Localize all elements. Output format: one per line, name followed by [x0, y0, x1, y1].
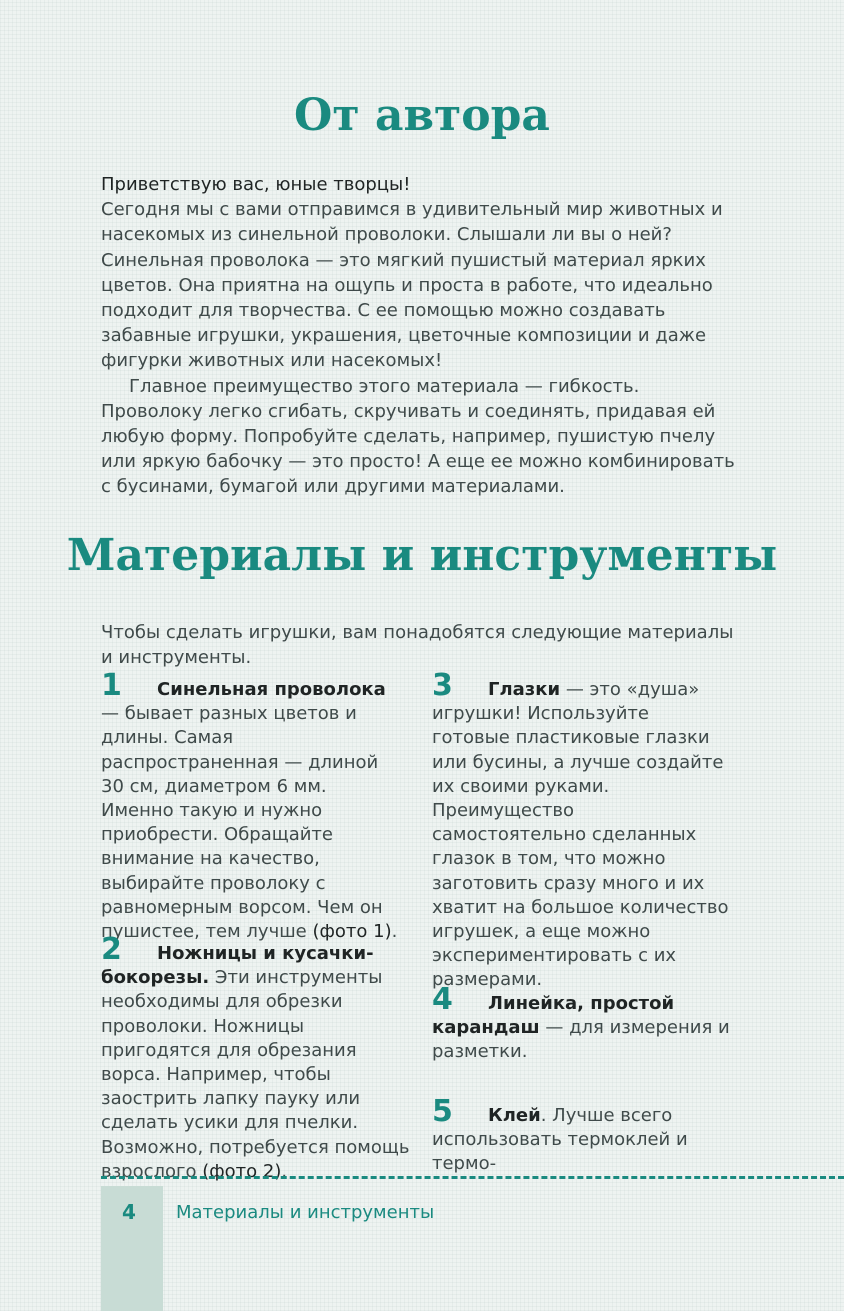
materials-intro-text: Чтобы сделать игрушки, вам понадобятся следующие материалы и инструменты.	[101, 622, 734, 669]
item-end: .	[281, 1160, 288, 1182]
list-item	[432, 1094, 732, 1177]
list-item	[432, 668, 732, 993]
item-term: Синельная проволока	[157, 679, 386, 700]
page-title-author: От автора	[294, 90, 550, 141]
page-number: 4	[122, 1200, 136, 1224]
item-text: — это «душа» игрушки! Используйте готовые пластиковые глазки или бусины, а лучше создайте их своими руками. Преимущество самостоятельно сделанных глазок в том, что можно заготовить сразу много и их хватит на большое количество игрушек, а еще можно экспериментировать с их размерами.	[432, 679, 729, 991]
item-end: .	[391, 921, 398, 943]
item-number: 4	[432, 982, 453, 1017]
item-number: 1	[101, 668, 122, 703]
item-text: — для измерения и разметки.	[432, 1017, 730, 1063]
list-item	[432, 982, 732, 1065]
photo-ref: (фото 1)	[312, 921, 392, 943]
page-title-materials: Материалы и инструменты	[66, 530, 778, 581]
item-number: 5	[432, 1094, 453, 1129]
materials-intro	[101, 620, 741, 670]
item-term: Линейка, простой карандаш	[432, 993, 675, 1039]
photo-ref: (фото 2)	[202, 1160, 282, 1182]
item-term: Глазки	[488, 679, 561, 700]
author-text	[101, 172, 741, 500]
author-paragraph-2: Главное преимущество этого материала — гибкость. Проволоку легко сгибать, скручивать и соединять, придавая ей любую форму. Попробуйте сделать, например, пушистую пчелу или яркую бабочку — это просто! А еще ее можно комбинировать с бусинами, бумагой или другими материалами.	[101, 375, 735, 498]
greeting: Приветствую вас, юные творцы!	[101, 174, 411, 195]
item-text: — бывает разных цветов и длины. Самая распространенная — длиной 30 см, диаметром 6 мм. Именно такую и нужно приобрести. Обращайте внимание на качество, выбирайте проволоку с равномерным ворсом. Чем он пушистее, тем лучше	[101, 703, 383, 943]
item-term: Клей	[488, 1105, 541, 1126]
list-item	[101, 668, 401, 944]
author-paragraph-1: Сегодня мы с вами отправимся в удивительный мир животных и насекомых из синельной проволоки. Слышали ли вы о ней? Синельная проволока — это мягкий пушистый материал ярких цветов. Она приятна на ощупь и проста в работе, что идеально подходит для творчества. С ее помощью можно создавать забавные игрушки, украшения, цветочные композиции и даже фигурки животных или насекомых!	[101, 199, 723, 372]
item-term: Ножницы и кусачки-бокорезы.	[101, 943, 374, 989]
item-text: Эти инструменты необходимы для обрезки проволоки. Ножницы пригодятся для обрезания ворса. Например, чтобы заострить лапку пауку или сделать усики для пчелки. Возможно, потребуется помощь взрослого	[101, 967, 410, 1182]
footer-section-title: Материалы и инструменты	[176, 1202, 435, 1223]
footer-divider	[101, 1176, 844, 1179]
item-number: 3	[432, 668, 453, 703]
item-number: 2	[101, 932, 122, 967]
item-text: . Лучше всего использовать термоклей и термо-	[432, 1105, 688, 1175]
